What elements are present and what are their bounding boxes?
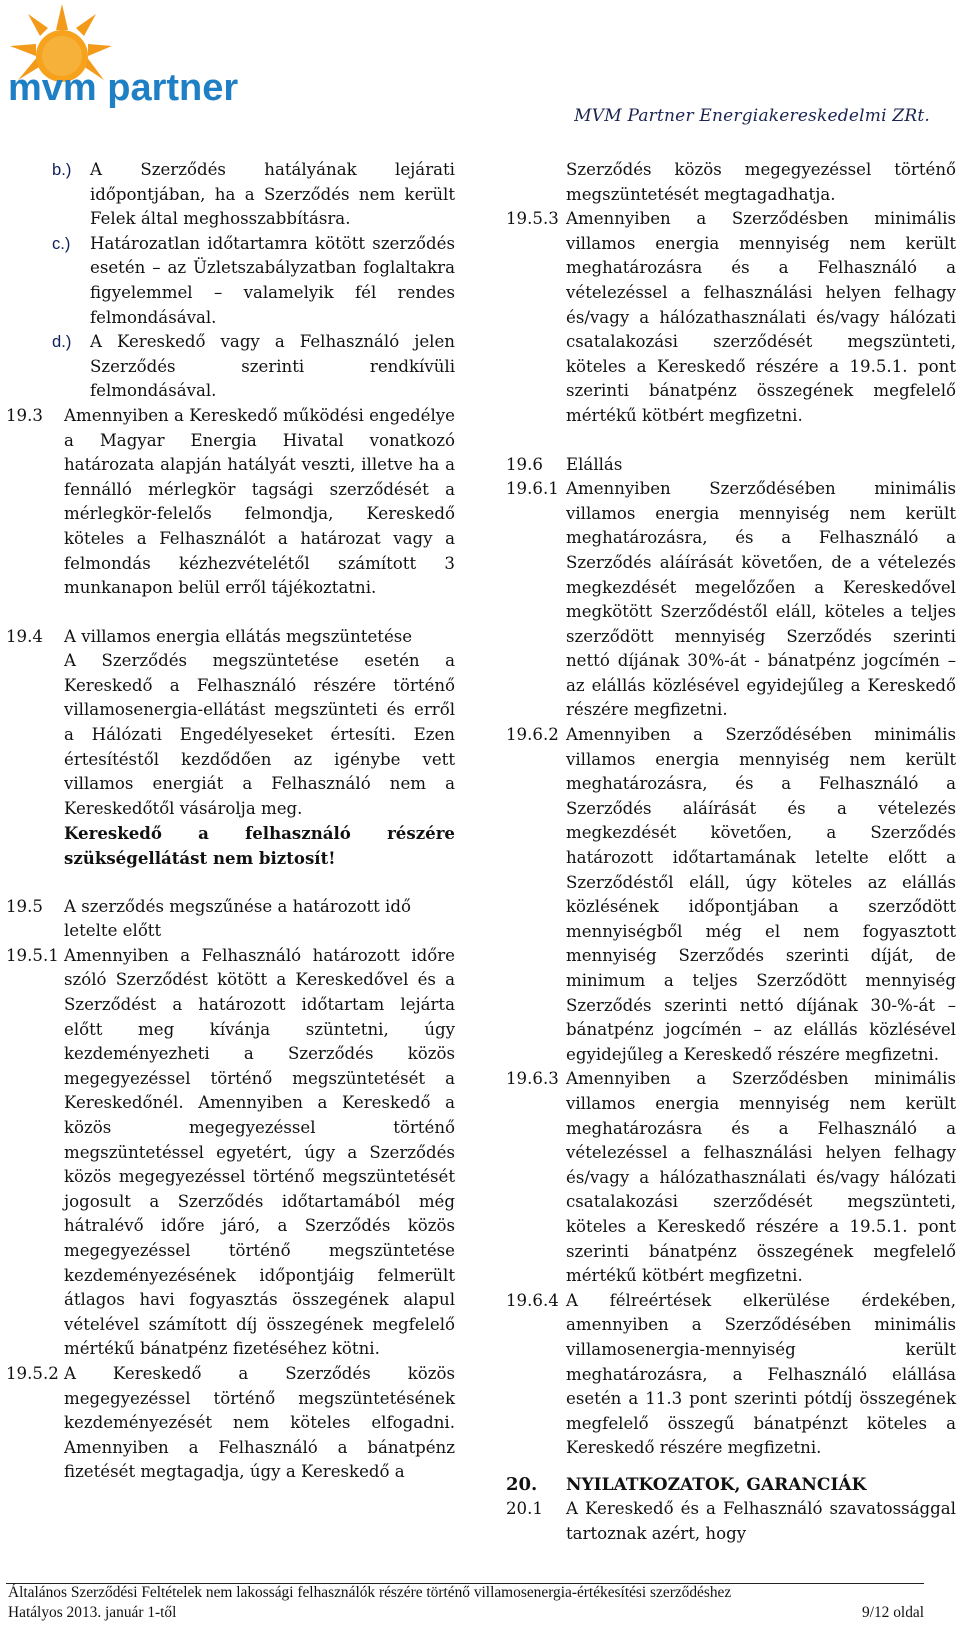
section-number: 19.5.2 xyxy=(6,1363,59,1383)
list-label: c.) xyxy=(52,233,71,253)
section-19-6-4 xyxy=(506,1289,956,1461)
section-19-6-1 xyxy=(506,477,956,723)
list-text: Határozatlan időtartamra kötött szerződés esetén – az Üzletszabályzatban foglaltakra figyelemmel – valamelyik fél rendes felmondásával. xyxy=(90,233,455,327)
section-number: 19.5 xyxy=(6,896,43,916)
section-text: A Szerződés megszüntetése esetén a Kereskedő a Felhasználó részére történő villamosenergia-ellátást megszünteti és erről a Hálózati Engedélyeseket értesíti. Ezen értesítéstől kezdődően az igénybe vett villamos energiát a Felhasználó nem a Kereskedőtől vásárolja meg. xyxy=(64,651,455,818)
section-19-5-1 xyxy=(6,944,455,1362)
section-text: Amennyiben a Felhasználó határozott időre szóló Szerződést kötött a Kereskedővel és a Szerződést a határozott időtartam lejárta előtt meg kívánja szüntetni, úgy kezdeményezheti a Szerződés közös megegyezéssel történő megszüntetését a Kereskedőnél. Amennyiben a Kereskedő a közös megegyezéssel történő megszüntetéssel egyetért, úgy a Szerződés közös megegyezéssel történő megszüntetését jogosult a Szerződés időtartamából még hátralévő időre járó, a Szerződés közös megegyezéssel történő megszüntetése kezdeményezésének időpontjáig felmerült átlagos havi fogyasztás összegének alapul vételével számított díj összegének megfelelő mértékű bánatpénz fizetéséhez kötni. xyxy=(64,945,455,1359)
list-item-d xyxy=(6,330,455,404)
section-text: Szerződés közös megegyezéssel történő megszüntetését megtagadhatja. xyxy=(566,160,956,204)
page-number: 9/12 oldal xyxy=(862,1604,924,1621)
section-bold-note: Kereskedő a felhasználó részére szükségellátást nem biztosít! xyxy=(64,823,455,869)
section-title: A villamos energia ellátás megszüntetése xyxy=(64,626,413,646)
section-title: Elállás xyxy=(566,454,623,474)
section-19-6-3 xyxy=(506,1067,956,1288)
company-name: MVM Partner Energiakereskedelmi ZRt. xyxy=(574,106,930,126)
section-19-5 xyxy=(6,895,455,944)
list-text: A Kereskedő vagy a Felhasználó jelen Szerződés szerinti rendkívüli felmondásával. xyxy=(90,332,455,401)
section-number: 20. xyxy=(506,1473,538,1495)
section-20-heading xyxy=(506,1473,956,1498)
section-number: 19.6.3 xyxy=(506,1069,559,1089)
list-item-b xyxy=(6,158,455,232)
continuation xyxy=(506,158,956,207)
section-19-4 xyxy=(6,625,455,871)
section-number: 19.5.3 xyxy=(506,209,559,229)
mvm-partner-logo xyxy=(0,0,250,112)
left-column xyxy=(6,158,455,1485)
section-number: 19.6.1 xyxy=(506,479,559,499)
section-number: 20.1 xyxy=(506,1499,543,1519)
section-text: Amennyiben a Szerződésben minimális villamos energia mennyiség nem került meghatározásra és a Felhasználó a vételezéssel a felhasználási helyen felhagy és/vagy a hálózathasználati és/vagy hálózati csatalakozási szerződését megszünteti, köteles a Kereskedő részére a 19.5.1. pont szerinti bánatpénz összegének megfelelő mértékű kötbért megfizetni. xyxy=(566,1069,956,1286)
section-text: A Kereskedő és a Felhasználó szavatossággal tartoznak azért, hogy xyxy=(566,1499,956,1544)
section-text: Amennyiben a Kereskedő működési engedélye a Magyar Energia Hivatal vonatkozó határozata alapján hatályát veszti, illetve ha a fennálló mérlegkör tagsági szerződését a mérlegkör-felelős felmondja, Kereskedő köteles a Felhasználót a határozat vagy a felmondás kézhezvételétől számított 3 munkanapon belül erről tájékoztatni. xyxy=(64,405,455,598)
section-20-1 xyxy=(506,1497,956,1546)
section-text: A Kereskedő a Szerződés közös megegyezéssel történő megszüntetésének kezdeményezését nem köteles elfogadni. Amennyiben a Felhasználó a bánatpénz fizetését megtagadja, úgy a Kereskedő a xyxy=(64,1363,455,1482)
list-label: d.) xyxy=(52,332,72,352)
section-text: Amennyiben a Szerződésben minimális villamos energia mennyiség nem került meghatározásra és a Felhasználó a vételezéssel a felhasználási helyen felhagy és/vagy a hálózathasználati és/vagy hálózati csatalakozási szerződését megszünteti, köteles a Kereskedő részére a 19.5.1. pont szerinti bánatpénz összegének megfelelő mértékű kötbért megfizetni. xyxy=(566,209,956,425)
list-text: A Szerződés hatályának lejárati időpontjában, ha a Szerződés nem került Felek által meghosszabbításra. xyxy=(90,160,455,229)
sun-logo-icon xyxy=(0,0,250,112)
section-number: 19.4 xyxy=(6,626,43,646)
footer-title: Általános Szerződési Feltételek nem lakossági felhasználók részére történő villamosenergia-értékesítési szerződéshez xyxy=(8,1584,732,1601)
section-19-5-2 xyxy=(6,1362,455,1485)
section-19-3 xyxy=(6,404,455,601)
section-19-6 xyxy=(506,453,956,478)
section-title: A szerződés megszűnése a határozott idő letelte előtt xyxy=(64,896,411,941)
section-text: A félreértések elkerülése érdekében, amennyiben a Szerződésében minimális villamosenergia-mennyiség került meghatározásra, a Felhasználó elállása esetén a 11.3 pont szerinti pótdíj összegének megfelelő összegű bánatpénzt köteles a Kereskedő részére megfizetni. xyxy=(566,1290,956,1458)
logo-text: mvm partner xyxy=(8,67,239,109)
section-text: Amennyiben a Szerződésében minimális villamos energia mennyiség nem került meghatározásra, és a Felhasználó a Szerződés aláírását és a vételezés megkezdését követően, a Szerződés határozott időtartamának letelte előtt a Szerződéstől eláll, úgy köteles az elállás közlésének időpontjában a szerződött mennyiségből még el nem fogyasztott mennyiség Szerződés szerinti díját, de minimum a teljes Szerződött mennyiség Szerződés szerinti nettó díjának 30-%-át – bánatpénz jogcímén – az elállás közlésével egyidejűleg a Kereskedő részére megfizetni. xyxy=(566,725,956,1064)
section-number: 19.6 xyxy=(506,454,543,474)
section-number: 19.6.4 xyxy=(506,1290,559,1310)
list-label: b.) xyxy=(52,160,72,179)
footer-effective-date: Hatályos 2013. január 1-től xyxy=(8,1604,177,1621)
section-number: 19.5.1 xyxy=(6,945,59,965)
right-column xyxy=(506,158,956,1547)
section-number: 19.6.2 xyxy=(506,725,559,745)
section-19-6-2 xyxy=(506,723,956,1067)
section-text: Amennyiben Szerződésében minimális villamos energia mennyiség nem került meghatározásra, és a Felhasználó a Szerződés aláírását követően, de a vételezés megkezdését megelőzően a Kereskedővel megkötött Szerződéstől eláll, köteles a teljes szerződött mennyiség Szerződés szerinti nettó díjának 30%-át - bánatpénz jogcímén – az elállás közlésével egyidejűleg a Kereskedő részére megfizetni. xyxy=(566,479,956,720)
section-number: 19.3 xyxy=(6,405,43,425)
section-19-5-3 xyxy=(506,207,956,428)
section-title: NYILATKOZATOK, GARANCIÁK xyxy=(566,1474,867,1495)
list-item-c xyxy=(6,232,455,330)
